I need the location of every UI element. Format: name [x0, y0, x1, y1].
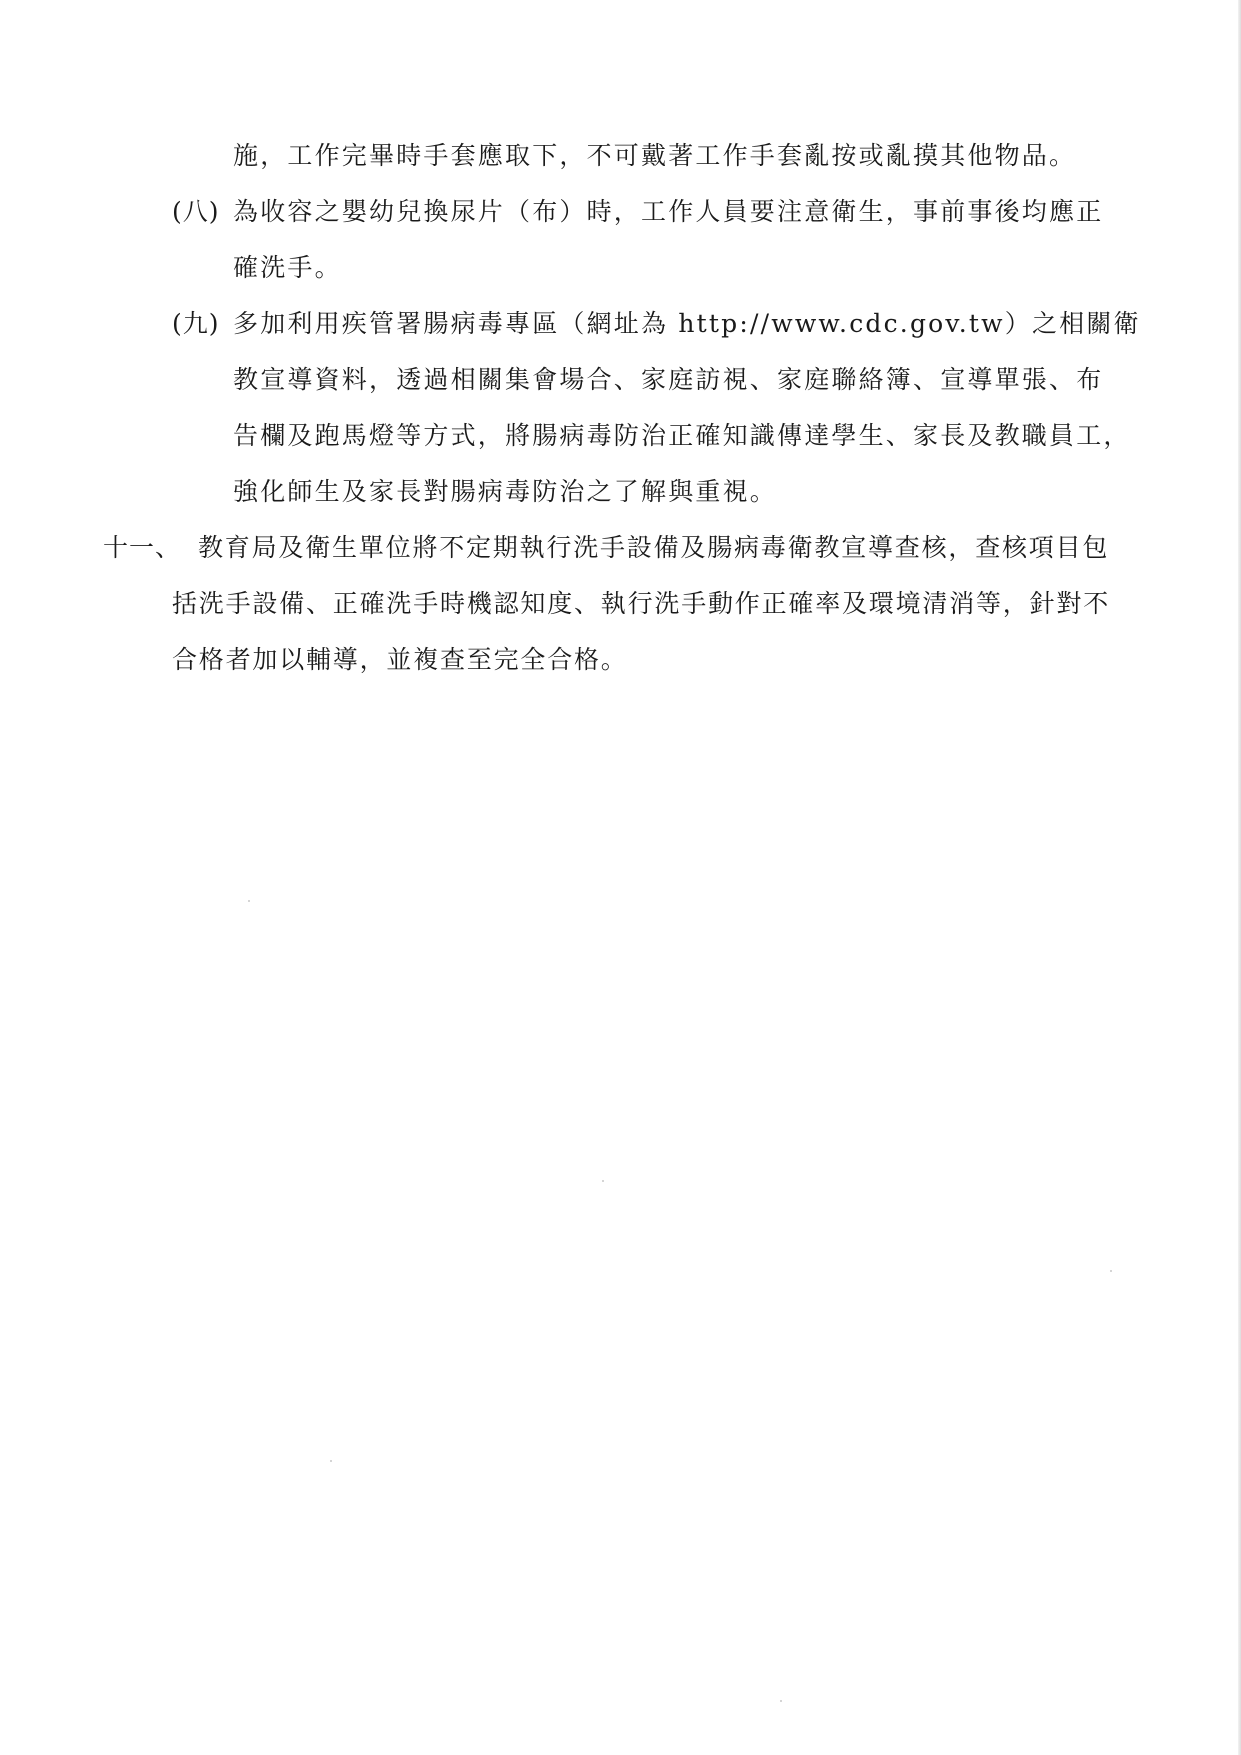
scan-speck [602, 1180, 604, 1182]
section-11-line-1: 教育局及衛生單位將不定期執行洗手設備及腸病毒衛教宣導查核，查核項目包 [198, 533, 1110, 562]
section-11-line-2: 括洗手設備、正確洗手時機認知度、執行洗手動作正確率及環境清消等，針對不 [172, 589, 1111, 618]
scan-speck [1110, 1270, 1112, 1272]
item-9-line-4: 強化師生及家長對腸病毒防治之了解與重視。 [233, 477, 778, 506]
item-9-line-1: 多加利用疾管署腸病毒專區（網址為 http://www.cdc.gov.tw）之相關衛 [233, 309, 1141, 338]
scan-speck [330, 1460, 332, 1462]
scan-speck [248, 900, 250, 902]
item-8-marker: (八) [172, 197, 220, 226]
item-9-line-2: 教宣導資料，透過相關集會場合、家庭訪視、家庭聯絡簿、宣導單張、布 [233, 365, 1104, 394]
section-11-marker: 十一、 [103, 533, 182, 562]
scan-speck [780, 1700, 782, 1702]
item-9-line-3: 告欄及跑馬燈等方式，將腸病毒防治正確知識傳達學生、家長及教職員工， [233, 421, 1131, 450]
item-9-marker: (九) [172, 309, 220, 338]
item-8-line-2: 確洗手。 [233, 253, 342, 282]
item-8-line-1: 為收容之嬰幼兒換尿片（布）時，工作人員要注意衛生，事前事後均應正 [233, 197, 1104, 226]
section-11-line-3: 合格者加以輔導，並複查至完全合格。 [172, 645, 628, 674]
continuation-line: 施，工作完畢時手套應取下，不可戴著工作手套亂按或亂摸其他物品。 [233, 141, 1077, 170]
